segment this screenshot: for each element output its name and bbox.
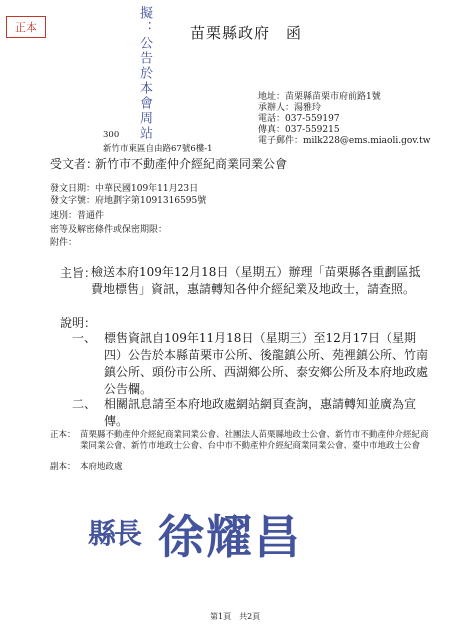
sender-fax: 傳真：037-559215 — [258, 125, 340, 135]
original-recipients-list: 苗栗縣不動產仲介經紀商業同業公會、社團法人苗栗縣地政士公會、新竹市不動產仲介經紀商業同業公會、新竹市地政士公會、台中市不動產仲介經紀商業同業公會、臺中市地政士公會 — [80, 430, 429, 451]
security-level: 密等及解密條件或保密期限： — [50, 225, 168, 235]
sender-handler: 承辦人：湯雅玲 — [258, 103, 322, 113]
recipient-name: 新竹市不動產仲介經紀商業同業公會 — [95, 157, 288, 171]
item-text: 相關訊息請至本府地政處網站網頁查詢，惠請轉知並廣為宣傳。 — [104, 397, 417, 428]
handwritten-vertical-note: 擬：公告於本會周站 — [137, 6, 152, 141]
copy-recipients-label: 副本： — [50, 462, 76, 472]
explanation-label: 說明： — [60, 316, 97, 330]
sender-phone: 電話：037-559197 — [258, 114, 340, 124]
item-number: 一、 — [72, 331, 97, 345]
signature-seal — [88, 495, 368, 575]
svg-text:徐耀昌: 徐耀昌 — [158, 510, 302, 564]
document-title: 苗栗縣政府 函 — [190, 24, 303, 42]
issue-date: 發文日期：中華民國109年11月23日 — [50, 184, 199, 194]
sender-email: 電子郵件：milk228@ems.miaoli.gov.tw — [258, 136, 431, 146]
attachment-label: 附件： — [50, 238, 78, 248]
copy-recipients — [50, 462, 435, 473]
original-recipients-label: 正本： — [50, 430, 76, 440]
page-number: 第1頁 共2頁 — [210, 612, 261, 621]
postal-code: 300 — [103, 130, 120, 140]
subject-text: 檢送本府109年12月18日（星期五）辦理「苗栗縣各重劃區抵費地標售」資訊，惠請轉知各仲介經紀業及地政士，請查照。 — [91, 265, 421, 296]
explanation-item — [72, 396, 430, 430]
copy-recipients-list: 本府地政處 — [80, 462, 123, 472]
delivery-speed: 速別：普通件 — [50, 211, 105, 221]
original-copy-stamp: 正本 — [6, 16, 46, 38]
recipient-label: 受文者： — [50, 157, 99, 171]
item-text: 標售資訊自109年11月18日（星期三）至12月17日（星期四）公告於本縣苗栗市公所、後龍鎮公所、苑裡鎮公所、竹南鎮公所、頭份市公所、西湖鄉公所、泰安鄉公所及本府地政處公告欄。 — [104, 331, 429, 396]
recipient-address: 新竹市東區自由路67號6樓-1 — [103, 144, 213, 154]
original-recipients — [50, 430, 435, 451]
document-number: 發文字號：府地劃字第1091316595號 — [50, 196, 207, 206]
sender-address: 地址：苗栗縣苗栗市府前路1號 — [258, 92, 381, 102]
subject-label: 主旨： — [60, 266, 97, 280]
svg-text:縣長: 縣長 — [88, 517, 141, 550]
item-number: 二、 — [72, 397, 97, 411]
explanation-item — [72, 330, 430, 398]
